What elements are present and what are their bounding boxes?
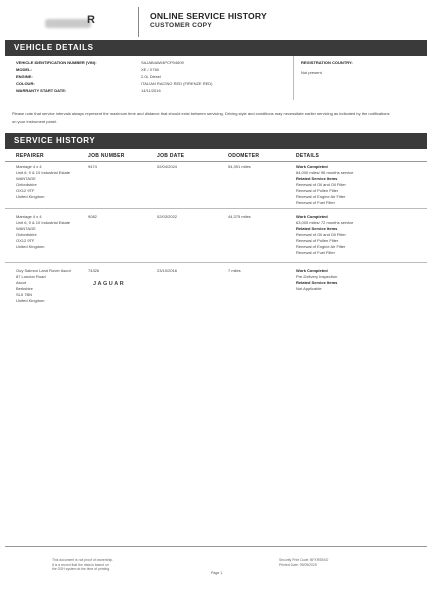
footer-divider <box>5 546 427 547</box>
notice-line-1: Please note that service intervals always represent the maximum time and distance that should exist between servicing. Driving style and conditions may necessitate earlier servicing as indicated by the notifications <box>12 111 390 116</box>
col-repairer: REPAIRER <box>16 153 44 159</box>
service-interval-notice <box>12 110 422 125</box>
colour-value: ITALIAN RACING RED (FIRENZE RED) <box>141 81 213 86</box>
job-date-cell: 02/04/2024 <box>157 164 178 169</box>
vin-value: SAJAB4AW4PCP04609 <box>141 60 184 65</box>
details-cell: Work Completed Pre-Delivery Inspection Related Service Items Not Applicable <box>296 268 338 291</box>
document-subtitle: CUSTOMER COPY <box>150 22 213 29</box>
vin-label: VEHICLE IDENTIFICATION NUMBER (VIN): <box>16 60 97 65</box>
vehicle-details-heading: VEHICLE DETAILS <box>5 40 427 56</box>
job-date-cell: 23/10/2016 <box>157 268 178 273</box>
document-header <box>5 7 427 37</box>
document-title: ONLINE SERVICE HISTORY <box>150 11 267 21</box>
engine-value: 2.0L Diesel <box>141 74 161 79</box>
table-header <box>5 151 427 162</box>
details-cell: Work Completed 63,000 miles/ 72 months service Related Service Items Renewal of Oil and Oil Filter Renewal of Pollen Filter Renewal of Engine Air Filter Renewal of Fuel Filter <box>296 214 354 255</box>
col-job-number: JOB NUMBER <box>88 153 125 159</box>
header-divider <box>138 7 139 37</box>
odometer-cell: 44,375 miles <box>228 214 251 219</box>
registration-country-value: Not present <box>301 70 322 75</box>
table-row <box>5 162 427 209</box>
odometer-cell: 54,391 miles <box>228 164 251 169</box>
model-value: XE / X760 <box>141 67 160 72</box>
warranty-value: 14/11/2016 <box>141 88 161 93</box>
job-number-cell: 9474 <box>88 164 97 169</box>
repairer-cell: Marriage 4 x 4 Unit 6, 9 & 10 Industrial Estate WANTAGE Oxfordshire OX12 9TF United Kingdom <box>16 164 71 199</box>
service-history-heading: SERVICE HISTORY <box>5 133 427 149</box>
notice-line-2: on your instrument panel. <box>12 118 58 124</box>
model-label: MODEL: <box>16 67 32 72</box>
dealer-logo <box>15 11 133 33</box>
job-number-cell: 9082 <box>88 214 97 219</box>
details-cell: Work Completed 84,000 miles/ 96 months service Related Service Items Renewal of Oil and Oil Filter Renewal of Pollen Filter Renewal of Engine Air Filter Renewal of Fuel Filter <box>296 164 354 205</box>
col-job-date: JOB DATE <box>157 153 185 159</box>
vehicle-details-divider <box>293 56 294 100</box>
job-number-cell: 74326 <box>88 268 100 273</box>
table-row <box>5 266 427 310</box>
redacted-logo-area <box>45 19 91 28</box>
footer-print-info: Security Print Code: BFXRSBXD Printed Date: 09/09/2025 <box>279 558 329 567</box>
repairer-cell: Guy Salmon Land Rover Ascot 87 London Road Ascot Berkshire SL5 7BN United Kingdom <box>16 268 71 303</box>
repairer-cell: Marriage 4 x 4 Unit 6, 9 & 10 Industrial Estate WANTAGE Oxfordshire OX12 9TF United Kingdom <box>16 214 71 249</box>
page-number: Page 1 <box>211 571 223 575</box>
odometer-cell: 7 miles <box>228 268 241 273</box>
registration-country-label: REGISTRATION COUNTRY: <box>301 60 353 65</box>
vehicle-details-panel <box>5 56 427 101</box>
table-row <box>5 212 427 263</box>
jaguar-brand-mark: JAGUAR <box>93 281 126 287</box>
footer-disclaimer: This document is not proof of ownership. It is a record that the data is based on the DSH system at the time of printing. <box>52 558 114 571</box>
col-odometer: ODOMETER <box>228 153 260 159</box>
colour-label: COLOUR: <box>16 81 35 86</box>
engine-label: ENGINE: <box>16 74 33 79</box>
warranty-label: WARRANTY START DATE: <box>16 88 67 93</box>
job-date-cell: 02/03/2022 <box>157 214 178 219</box>
logo-text: R <box>87 14 96 26</box>
col-details: DETAILS <box>296 153 320 159</box>
